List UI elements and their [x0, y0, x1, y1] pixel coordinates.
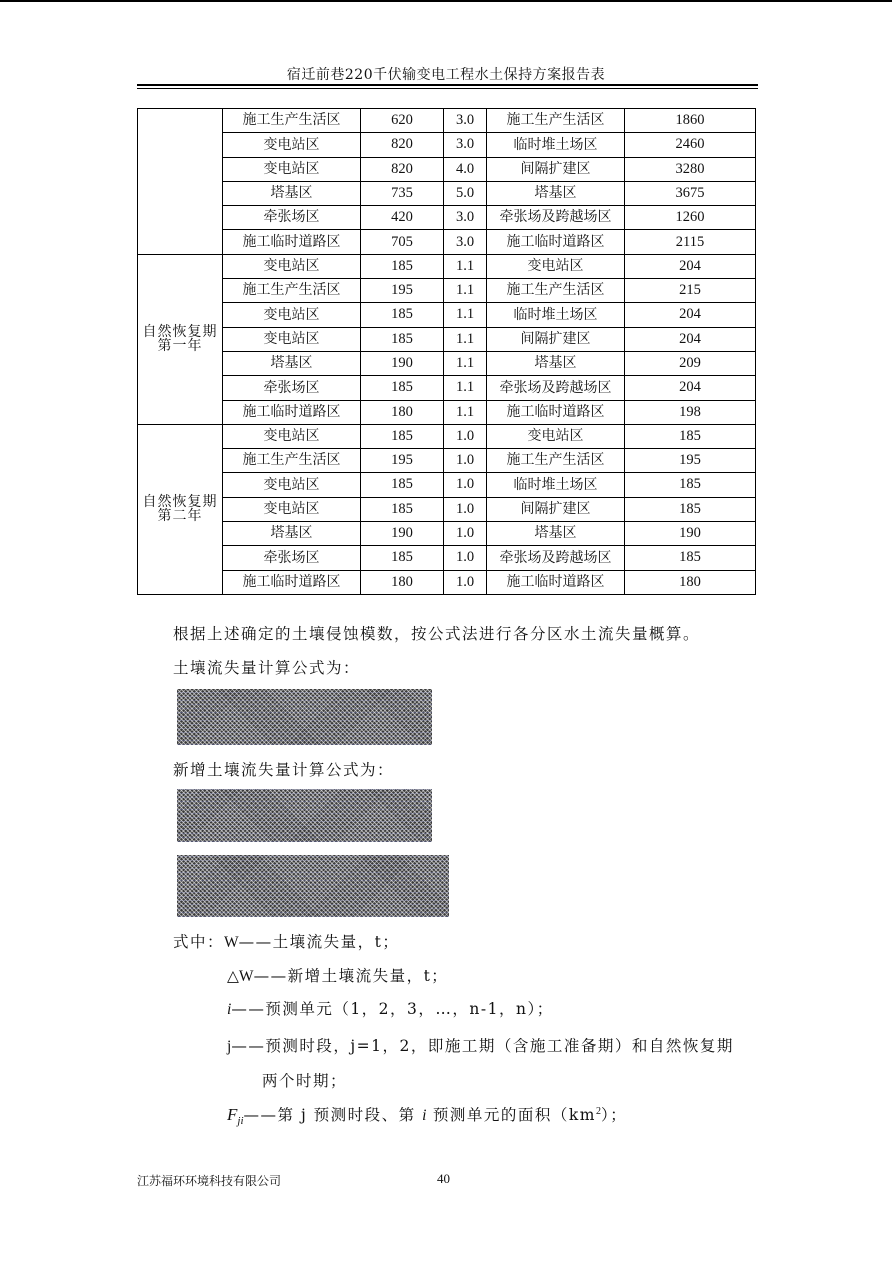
area-cell: 180 — [361, 570, 444, 594]
unit-cell: 间隔扩建区 — [487, 497, 625, 521]
area-cell: 190 — [361, 522, 444, 546]
zone-cell: 变电站区 — [223, 424, 361, 448]
unit-cell: 牵张场及跨越场区 — [487, 206, 625, 230]
table-row — [138, 254, 756, 278]
unit-cell: 变电站区 — [487, 424, 625, 448]
area-cell: 180 — [361, 400, 444, 424]
zone-cell: 变电站区 — [223, 133, 361, 157]
unit-cell: 牵张场及跨越场区 — [487, 376, 625, 400]
table-row — [138, 181, 756, 205]
area-cell: 420 — [361, 206, 444, 230]
table-row — [138, 449, 756, 473]
j-symbol: j — [227, 1038, 232, 1055]
duration-cell: 1.1 — [444, 254, 487, 278]
unit-cell: 临时堆土场区 — [487, 133, 625, 157]
loss-cell: 204 — [625, 327, 756, 351]
zone-cell: 施工临时道路区 — [223, 570, 361, 594]
paragraph-formula-label: 土壤流失量计算公式为： — [173, 659, 361, 677]
definition-f — [227, 1103, 627, 1127]
unit-cell: 塔基区 — [487, 351, 625, 375]
definition-delta-w — [227, 964, 448, 986]
footer-company: 江苏福环环境科技有限公司 — [137, 1174, 282, 1188]
loss-cell: 209 — [625, 351, 756, 375]
f-description-a: ——第 j 预测时段、第 — [243, 1106, 423, 1124]
zone-cell: 牵张场区 — [223, 376, 361, 400]
zone-cell: 施工生产生活区 — [223, 449, 361, 473]
unit-cell: 间隔扩建区 — [487, 327, 625, 351]
duration-cell: 1.0 — [444, 449, 487, 473]
duration-cell: 1.0 — [444, 522, 487, 546]
unit-cell: 施工临时道路区 — [487, 400, 625, 424]
f-description-i: i — [422, 1107, 427, 1124]
zone-cell: 施工临时道路区 — [223, 230, 361, 254]
table-row — [138, 376, 756, 400]
table-row — [138, 133, 756, 157]
duration-cell: 3.0 — [444, 133, 487, 157]
unit-cell: 施工生产生活区 — [487, 109, 625, 133]
loss-cell: 2460 — [625, 133, 756, 157]
area-cell: 190 — [361, 351, 444, 375]
definition-j-continued: 两个时期； — [262, 1072, 348, 1090]
duration-cell: 1.0 — [444, 497, 487, 521]
definition-j — [227, 1034, 734, 1056]
area-cell: 185 — [361, 376, 444, 400]
area-cell: 185 — [361, 327, 444, 351]
header-rule-thick — [137, 84, 758, 86]
area-cell: 185 — [361, 497, 444, 521]
duration-cell: 1.0 — [444, 570, 487, 594]
header-rule-thin — [137, 88, 758, 89]
zone-cell: 变电站区 — [223, 473, 361, 497]
loss-cell: 215 — [625, 279, 756, 303]
table-row — [138, 206, 756, 230]
footer-page-number: 40 — [437, 1171, 450, 1186]
loss-cell: 195 — [625, 449, 756, 473]
area-cell: 195 — [361, 449, 444, 473]
table-row — [138, 351, 756, 375]
page-header-title: 宿迁前巷220千伏输变电工程水土保持方案报告表 — [286, 67, 606, 83]
duration-cell: 1.1 — [444, 351, 487, 375]
where-label: 式中： — [173, 933, 225, 951]
zone-cell: 施工临时道路区 — [223, 400, 361, 424]
table-row — [138, 279, 756, 303]
duration-cell: 1.1 — [444, 279, 487, 303]
table-row — [138, 230, 756, 254]
duration-cell: 3.0 — [444, 230, 487, 254]
period-cell — [138, 109, 223, 255]
period-cell: 自然恢复期 第二年 — [138, 424, 223, 594]
loss-cell: 185 — [625, 546, 756, 570]
new-soil-loss-formula-image-1 — [177, 789, 432, 842]
table-row — [138, 327, 756, 351]
area-cell: 185 — [361, 546, 444, 570]
loss-cell: 180 — [625, 570, 756, 594]
table-row — [138, 157, 756, 181]
zone-cell: 牵张场区 — [223, 546, 361, 570]
loss-cell: 2115 — [625, 230, 756, 254]
period-cell: 自然恢复期 第一年 — [138, 254, 223, 424]
duration-cell: 4.0 — [444, 157, 487, 181]
table-row — [138, 303, 756, 327]
zone-cell: 施工生产生活区 — [223, 109, 361, 133]
unit-cell: 牵张场及跨越场区 — [487, 546, 625, 570]
zone-cell: 变电站区 — [223, 254, 361, 278]
area-cell: 620 — [361, 109, 444, 133]
delta-w-description: ——新增土壤流失量，t； — [253, 967, 449, 985]
loss-cell: 198 — [625, 400, 756, 424]
loss-cell: 185 — [625, 424, 756, 448]
unit-cell: 施工临时道路区 — [487, 230, 625, 254]
area-cell: 185 — [361, 473, 444, 497]
duration-cell: 3.0 — [444, 109, 487, 133]
table-row — [138, 400, 756, 424]
loss-cell: 204 — [625, 376, 756, 400]
soil-loss-formula-image — [177, 689, 432, 745]
duration-cell: 1.0 — [444, 424, 487, 448]
area-cell: 185 — [361, 254, 444, 278]
new-soil-loss-formula-image-2 — [177, 855, 449, 917]
table-row — [138, 424, 756, 448]
table-row — [138, 473, 756, 497]
area-cell: 185 — [361, 303, 444, 327]
duration-cell: 1.1 — [444, 327, 487, 351]
zone-cell: 变电站区 — [223, 157, 361, 181]
paragraph-calculation-intro: 根据上述确定的土壤侵蚀模数，按公式法进行各分区水土流失量概算。 — [173, 625, 701, 643]
table-row — [138, 497, 756, 521]
table-row — [138, 109, 756, 133]
f-description-b: 预测单元的面积（km — [426, 1106, 596, 1124]
duration-cell: 5.0 — [444, 181, 487, 205]
zone-cell: 施工生产生活区 — [223, 279, 361, 303]
loss-cell: 1860 — [625, 109, 756, 133]
area-cell: 820 — [361, 133, 444, 157]
duration-cell: 1.1 — [444, 376, 487, 400]
unit-cell: 间隔扩建区 — [487, 157, 625, 181]
loss-cell: 3280 — [625, 157, 756, 181]
i-symbol: i — [227, 1001, 232, 1018]
f-symbol: F — [227, 1105, 238, 1124]
unit-cell: 施工临时道路区 — [487, 570, 625, 594]
table-row — [138, 570, 756, 594]
zone-cell: 塔基区 — [223, 181, 361, 205]
area-cell: 195 — [361, 279, 444, 303]
area-cell: 820 — [361, 157, 444, 181]
loss-cell: 185 — [625, 473, 756, 497]
area-cell: 705 — [361, 230, 444, 254]
f-description-sup: 2 — [595, 1105, 601, 1117]
loss-cell: 1260 — [625, 206, 756, 230]
loss-cell: 204 — [625, 303, 756, 327]
zone-cell: 牵张场区 — [223, 206, 361, 230]
soil-loss-table — [137, 108, 756, 595]
definition-w — [173, 930, 399, 952]
unit-cell: 施工生产生活区 — [487, 279, 625, 303]
zone-cell: 塔基区 — [223, 351, 361, 375]
duration-cell: 1.1 — [444, 400, 487, 424]
w-description: ——土壤流失量，t； — [238, 933, 400, 951]
i-description: ——预测单元（1，2，3，…，n-1，n）； — [231, 1000, 554, 1018]
definition-i — [227, 997, 554, 1019]
area-cell: 185 — [361, 424, 444, 448]
zone-cell: 塔基区 — [223, 522, 361, 546]
loss-cell: 3675 — [625, 181, 756, 205]
j-description: ——预测时段，j=1，2，即施工期（含施工准备期）和自然恢复期 — [231, 1037, 734, 1055]
area-cell: 735 — [361, 181, 444, 205]
w-symbol: W — [224, 934, 239, 951]
table-row — [138, 546, 756, 570]
soil-loss-table-body — [138, 109, 756, 595]
unit-cell: 施工生产生活区 — [487, 449, 625, 473]
delta-w-symbol: △W — [227, 968, 254, 985]
duration-cell: 1.0 — [444, 546, 487, 570]
f-subscript: ji — [237, 1115, 244, 1128]
unit-cell: 临时堆土场区 — [487, 303, 625, 327]
unit-cell: 塔基区 — [487, 181, 625, 205]
zone-cell: 变电站区 — [223, 497, 361, 521]
unit-cell: 变电站区 — [487, 254, 625, 278]
duration-cell: 1.1 — [444, 303, 487, 327]
unit-cell: 临时堆土场区 — [487, 473, 625, 497]
loss-cell: 185 — [625, 497, 756, 521]
f-description-c: ）； — [600, 1106, 628, 1124]
unit-cell: 塔基区 — [487, 522, 625, 546]
top-border-line — [0, 0, 892, 2]
loss-cell: 204 — [625, 254, 756, 278]
duration-cell: 1.0 — [444, 473, 487, 497]
table-row — [138, 522, 756, 546]
zone-cell: 变电站区 — [223, 327, 361, 351]
duration-cell: 3.0 — [444, 206, 487, 230]
loss-cell: 190 — [625, 522, 756, 546]
zone-cell: 变电站区 — [223, 303, 361, 327]
paragraph-new-formula-label: 新增土壤流失量计算公式为： — [173, 761, 395, 779]
